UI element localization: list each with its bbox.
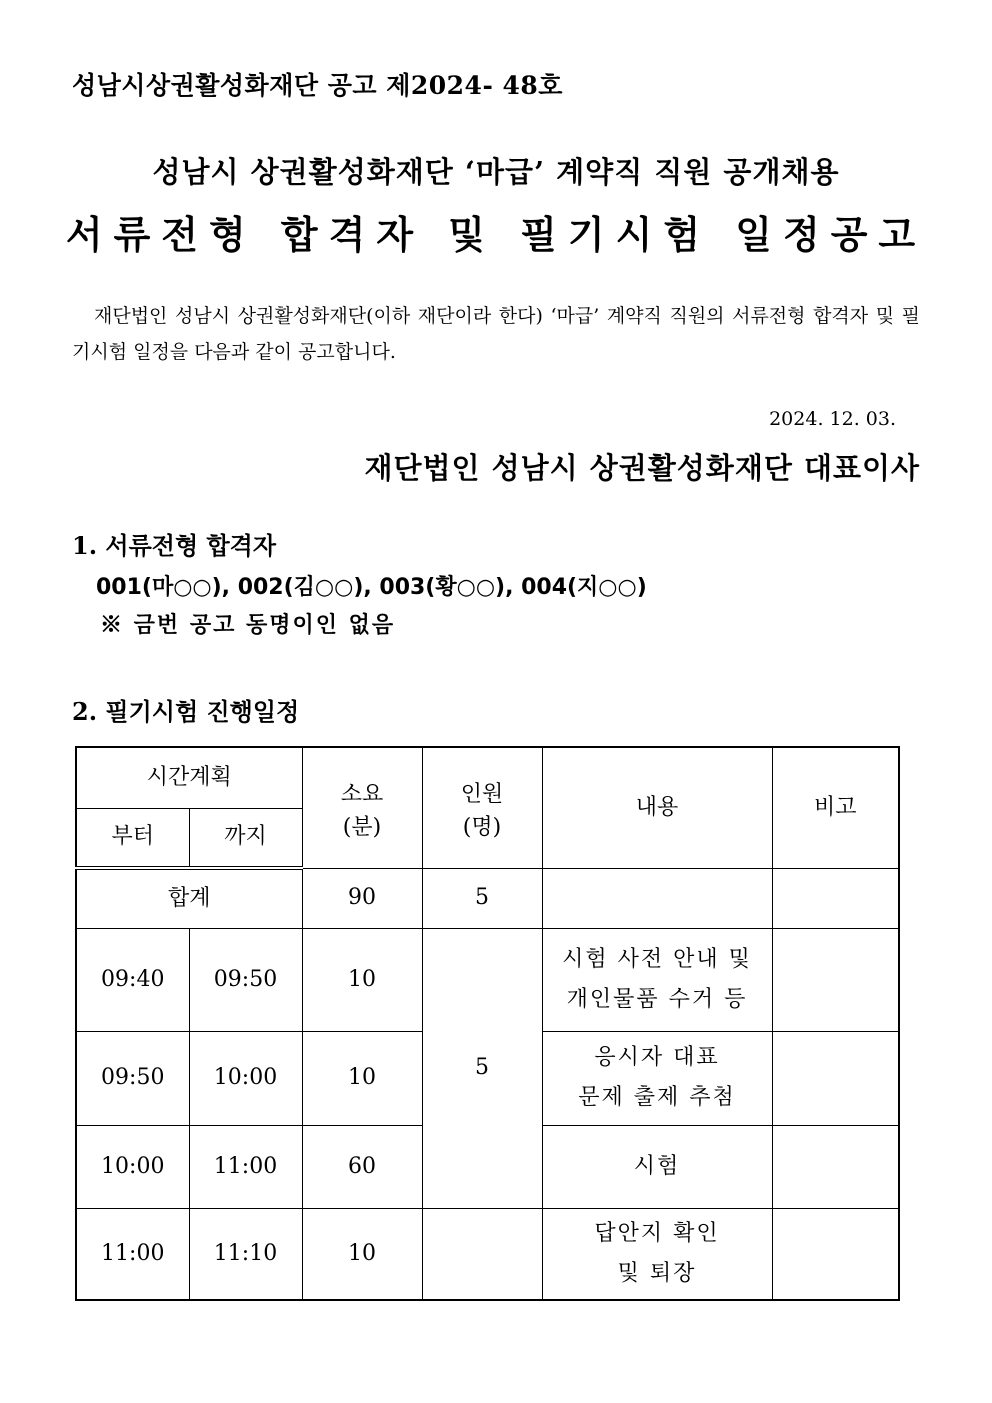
total-label: 합계 <box>76 868 302 928</box>
total-duration: 90 <box>302 868 422 928</box>
row-duration: 10 <box>302 1031 422 1125</box>
table-total-row <box>76 868 899 928</box>
row-content-line1: 시험 <box>633 1153 681 1179</box>
row-from: 09:40 <box>76 928 189 1031</box>
passed-applicants-list: 001(마○○), 002(김○○), 003(황○○), 004(지○○) <box>96 575 647 600</box>
intro-paragraph: 재단법인 성남시 상권활성화재단(이하 재단이라 한다) ‘마급’ 계약직 직원의 서류전형 합격자 및 필기시험 일정을 다음과 같이 공고합니다. <box>72 305 920 363</box>
row-remarks <box>772 1031 899 1125</box>
row-from: 10:00 <box>76 1125 189 1208</box>
table-header-row <box>76 747 899 808</box>
header-remarks: 비고 <box>772 747 899 868</box>
row-from: 09:50 <box>76 1031 189 1125</box>
row-content-line1: 답안지 확인 <box>594 1220 720 1246</box>
header-time-plan: 시간계획 <box>76 747 302 808</box>
row-content-line2: 개인물품 수거 등 <box>566 986 748 1012</box>
header-duration <box>302 747 422 868</box>
header-content: 내용 <box>542 747 772 868</box>
exam-schedule-table <box>75 746 900 1301</box>
notice-number: 성남시상권활성화재단 공고 제2024- 48호 <box>72 71 563 100</box>
row-remarks <box>772 1208 899 1300</box>
row-content <box>542 1125 772 1208</box>
row-remarks <box>772 928 899 1031</box>
row-to: 11:00 <box>189 1125 302 1208</box>
row-content-line2: 및 퇴장 <box>617 1260 697 1286</box>
section1-note: ※ 금번 공고 동명이인 없음 <box>100 612 396 638</box>
row-duration: 10 <box>302 928 422 1031</box>
total-remarks <box>772 868 899 928</box>
row-content-line1: 응시자 대표 <box>594 1045 720 1070</box>
row-content-line2: 문제 출제 추첨 <box>578 1085 736 1110</box>
row-from: 11:00 <box>76 1208 189 1300</box>
row-to: 10:00 <box>189 1031 302 1125</box>
row-content <box>542 1031 772 1125</box>
header-to: 까지 <box>189 808 302 868</box>
row-duration: 60 <box>302 1125 422 1208</box>
header-duration-line2: (분) <box>342 814 382 840</box>
table-row <box>76 1208 899 1300</box>
row-remarks <box>772 1125 899 1208</box>
notice-date: 2024. 12. 03. <box>769 408 896 430</box>
table-row <box>76 928 899 1031</box>
row-duration: 10 <box>302 1208 422 1300</box>
total-people: 5 <box>422 868 542 928</box>
title-line-2: 서류전형 합격자 및 필기시험 일정공고 <box>65 212 927 257</box>
signatory: 재단법인 성남시 상권활성화재단 대표이사 <box>364 451 920 485</box>
section2-heading: 2. 필기시험 진행일정 <box>72 697 300 726</box>
header-people-line1: 인원 <box>460 781 504 807</box>
header-people <box>422 747 542 868</box>
shared-people: 5 <box>422 928 542 1208</box>
header-from: 부터 <box>76 808 189 868</box>
header-duration-line1: 소요 <box>340 781 384 807</box>
header-people-line2: (명) <box>462 814 502 840</box>
row-content <box>542 1208 772 1300</box>
row-content-line1: 시험 사전 안내 및 <box>562 946 752 972</box>
title-line-1: 성남시 상권활성화재단 ‘마급’ 계약직 직원 공개채용 <box>152 155 840 189</box>
row-to: 11:10 <box>189 1208 302 1300</box>
row-people <box>422 1208 542 1300</box>
row-to: 09:50 <box>189 928 302 1031</box>
section1-heading: 1. 서류전형 합격자 <box>72 531 277 560</box>
row-content <box>542 928 772 1031</box>
total-content <box>542 868 772 928</box>
